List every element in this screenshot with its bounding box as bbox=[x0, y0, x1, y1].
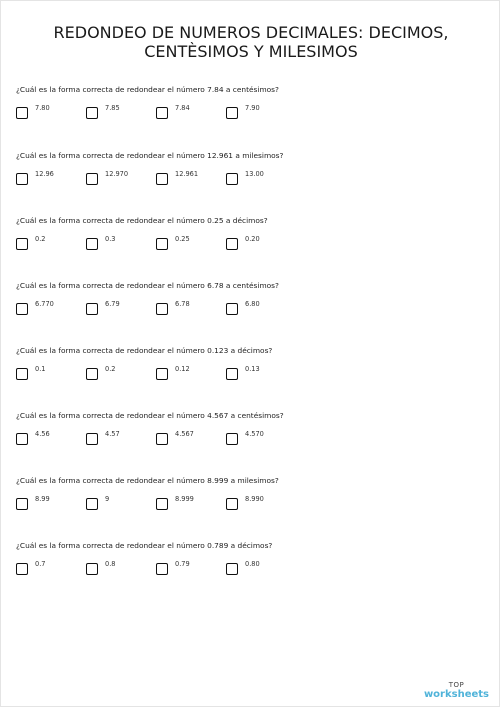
checkbox[interactable] bbox=[16, 238, 28, 250]
checkbox[interactable] bbox=[226, 303, 238, 315]
checkbox[interactable] bbox=[86, 498, 98, 510]
checkbox[interactable] bbox=[16, 303, 28, 315]
checkbox[interactable] bbox=[16, 563, 28, 575]
option-label: 4.570 bbox=[245, 430, 264, 438]
option-label: 0.13 bbox=[245, 365, 260, 373]
checkbox[interactable] bbox=[156, 498, 168, 510]
option-label: 6.770 bbox=[35, 300, 54, 308]
logo-bottom-text: worksheets bbox=[423, 689, 489, 700]
option-label: 7.85 bbox=[105, 104, 120, 112]
checkbox[interactable] bbox=[86, 368, 98, 380]
option-label: 0.2 bbox=[35, 235, 46, 243]
option-label: 0.25 bbox=[175, 235, 190, 243]
question-text: ¿Cuál es la forma correcta de redondear el número 8.999 a milesimos? bbox=[16, 476, 279, 485]
question-text: ¿Cuál es la forma correcta de redondear el número 0.789 a décimos? bbox=[16, 541, 273, 550]
option-label: 12.961 bbox=[175, 170, 199, 178]
question-text: ¿Cuál es la forma correcta de redondear el número 0.25 a décimos? bbox=[16, 216, 268, 225]
worksheet-title bbox=[1, 23, 500, 61]
option-label: 0.8 bbox=[105, 560, 116, 568]
option-label: 8.990 bbox=[245, 495, 264, 503]
topworksheets-logo bbox=[424, 681, 489, 700]
question-2 bbox=[1, 151, 500, 211]
option-label: 0.20 bbox=[245, 235, 260, 243]
option-label: 8.999 bbox=[175, 495, 194, 503]
checkbox[interactable] bbox=[226, 368, 238, 380]
checkbox[interactable] bbox=[156, 368, 168, 380]
option-label: 0.3 bbox=[105, 235, 116, 243]
option-label: 13.00 bbox=[245, 170, 264, 178]
checkbox[interactable] bbox=[226, 433, 238, 445]
question-6 bbox=[1, 411, 500, 471]
checkbox[interactable] bbox=[226, 563, 238, 575]
checkbox[interactable] bbox=[86, 173, 98, 185]
question-text: ¿Cuál es la forma correcta de redondear el número 12.961 a milesimos? bbox=[16, 151, 284, 160]
checkbox[interactable] bbox=[226, 173, 238, 185]
checkbox[interactable] bbox=[86, 433, 98, 445]
checkbox[interactable] bbox=[16, 433, 28, 445]
checkbox[interactable] bbox=[226, 238, 238, 250]
checkbox[interactable] bbox=[16, 498, 28, 510]
question-8 bbox=[1, 541, 500, 601]
question-5 bbox=[1, 346, 500, 406]
question-1 bbox=[1, 85, 500, 145]
option-label: 0.79 bbox=[175, 560, 190, 568]
checkbox[interactable] bbox=[156, 563, 168, 575]
checkbox[interactable] bbox=[16, 368, 28, 380]
checkbox[interactable] bbox=[86, 107, 98, 119]
option-label: 12.970 bbox=[105, 170, 129, 178]
checkbox[interactable] bbox=[16, 173, 28, 185]
option-label: 4.57 bbox=[105, 430, 120, 438]
question-text: ¿Cuál es la forma correcta de redondear el número 7.84 a centésimos? bbox=[16, 85, 279, 94]
option-label: 4.56 bbox=[35, 430, 50, 438]
option-label: 7.84 bbox=[175, 104, 190, 112]
option-label: 7.80 bbox=[35, 104, 50, 112]
checkbox[interactable] bbox=[156, 173, 168, 185]
option-label: 0.80 bbox=[245, 560, 260, 568]
option-label: 0.1 bbox=[35, 365, 46, 373]
option-label: 8.99 bbox=[35, 495, 50, 503]
question-text: ¿Cuál es la forma correcta de redondear el número 6.78 a centésimos? bbox=[16, 281, 279, 290]
option-label: 6.80 bbox=[245, 300, 260, 308]
option-label: 7.90 bbox=[245, 104, 260, 112]
checkbox[interactable] bbox=[156, 238, 168, 250]
checkbox[interactable] bbox=[226, 498, 238, 510]
option-label: 12.96 bbox=[35, 170, 54, 178]
option-label: 0.7 bbox=[35, 560, 46, 568]
question-text: ¿Cuál es la forma correcta de redondear el número 4.567 a centésimos? bbox=[16, 411, 284, 420]
option-label: 6.79 bbox=[105, 300, 120, 308]
title-line-2: CENTÈSIMOS Y MILESIMOS bbox=[144, 42, 358, 61]
logo-top-text: TOP bbox=[448, 681, 465, 689]
checkbox[interactable] bbox=[156, 303, 168, 315]
question-7 bbox=[1, 476, 500, 536]
option-label: 4.567 bbox=[175, 430, 194, 438]
question-text: ¿Cuál es la forma correcta de redondear el número 0.123 a décimos? bbox=[16, 346, 273, 355]
checkbox[interactable] bbox=[86, 303, 98, 315]
option-label: 0.12 bbox=[175, 365, 190, 373]
checkbox[interactable] bbox=[86, 238, 98, 250]
checkbox[interactable] bbox=[86, 563, 98, 575]
option-label: 9 bbox=[105, 495, 110, 503]
option-label: 0.2 bbox=[105, 365, 116, 373]
title-line-1: REDONDEO DE NUMEROS DECIMALES: DECIMOS, bbox=[53, 23, 449, 42]
question-3 bbox=[1, 216, 500, 276]
checkbox[interactable] bbox=[16, 107, 28, 119]
checkbox[interactable] bbox=[156, 107, 168, 119]
option-label: 6.78 bbox=[175, 300, 190, 308]
question-4 bbox=[1, 281, 500, 341]
checkbox[interactable] bbox=[226, 107, 238, 119]
checkbox[interactable] bbox=[156, 433, 168, 445]
